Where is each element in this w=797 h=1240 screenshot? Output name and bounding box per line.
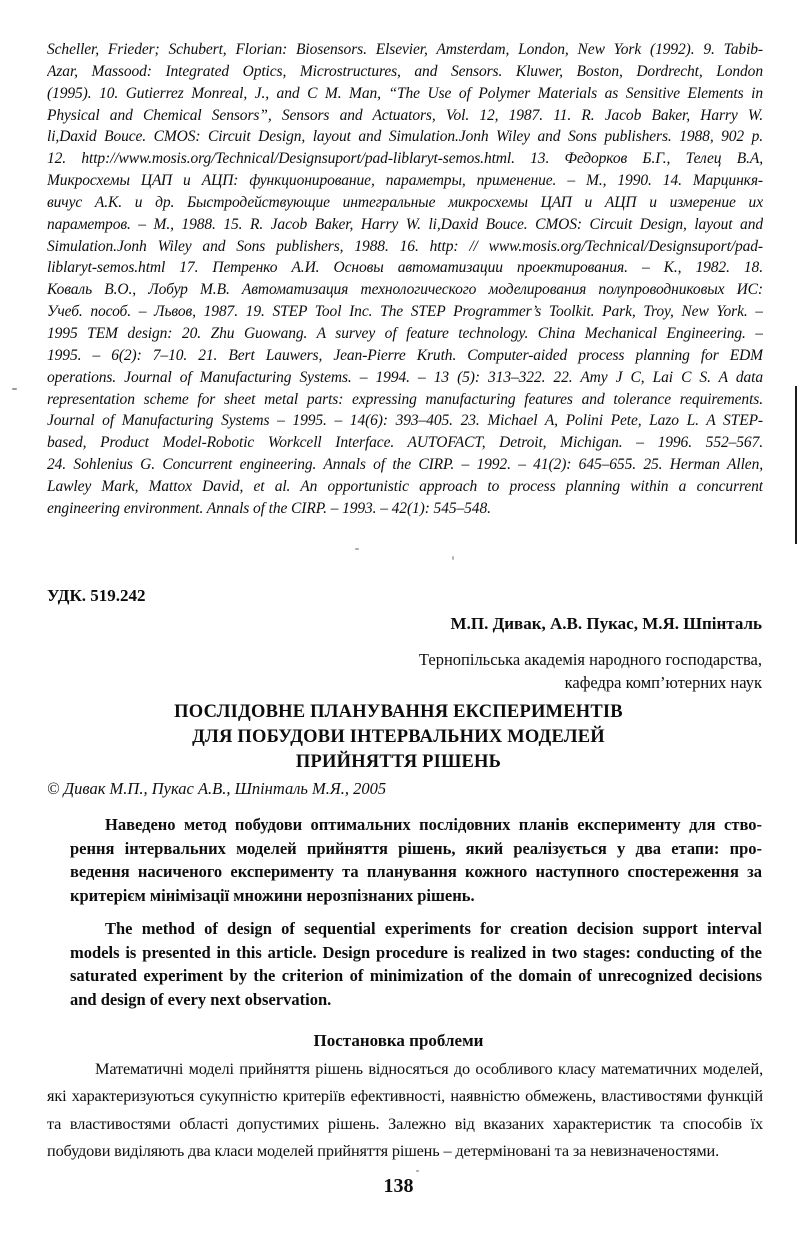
- abstract-line: and design of every next observation.: [70, 989, 332, 1009]
- abstract-ukrainian: [70, 813, 762, 907]
- reference-line: li,Daxid Bouce. CMOS: Circuit Design, layout and Simulation.Jonh Wiley and Sons publishers. 1988, 902 p.: [47, 128, 763, 146]
- scan-speck: [355, 548, 359, 550]
- affiliation-line: кафедра комп’ютерних наук: [564, 673, 762, 692]
- article-title: [0, 700, 797, 775]
- abstract-line: Наведено метод побудови оптимальних послідовних планів експерименту для ство-: [105, 815, 762, 834]
- reference-line: Учеб. пособ. – Львов, 1987. 19. STEP Tool Inc. The STEP Programmer’s Toolkit. Park, Troy, New York. –: [47, 303, 763, 321]
- reference-line: вичус А.К. и др. Быстродействующие интегральные микросхемы ЦАП и АЦП и измерение их: [47, 193, 763, 211]
- abstract-line: The method of design of sequential experiments for creation decision support interval: [105, 919, 762, 938]
- reference-line: Lawley Mark, Mattox David, et al. An opportunistic approach to process planning within a concurrent: [47, 477, 763, 495]
- authors-line: М.П. Дивак, А.В. Пукас, М.Я. Шпінталь: [450, 614, 762, 633]
- copyright-line: © Дивак М.П., Пукас А.В., Шпінталь М.Я., 2005: [47, 779, 387, 798]
- body-line: побудови виділяють два класи моделей прийняття рішень – детерміновані та за невизначеностями.: [47, 1140, 720, 1160]
- scan-speck: [452, 556, 454, 560]
- affiliation-line: Тернопільська академія народного господарства,: [418, 650, 762, 669]
- reference-line: Journal of Manufacturing Systems – 1995. – 14(6): 393–405. 23. Michael A, Polini Pete, Lazo L. A STEP-: [47, 412, 763, 430]
- reference-line: Коваль В.О., Лобур М.В. Автоматизация технологического моделирования полупроводниковых ИС:: [47, 281, 763, 299]
- reference-line: 12. http://www.mosis.org/Technical/Designsuport/pad-liblaryt-semos.html. 13. Федорков Б.Г., Телец В.А,: [47, 150, 763, 168]
- reference-line: Azar, Massood: Integrated Optics, Microstructures, and Sensors. Kluwer, Boston, Dordrecht, London: [47, 62, 763, 80]
- reference-line: 1995. – 6(2): 7–10. 21. Bert Lauwers, Jean-Pierre Kruth. Computer-aided process planning for EDM: [47, 346, 763, 364]
- references-block: [47, 39, 763, 520]
- reference-line: (1995). 10. Gutierrez Monreal, J., and C M. Man, “The Use of Polymer Materials as Sensitive Elements in: [47, 84, 763, 102]
- reference-line: Микросхемы ЦАП и АЦП: функционирование, параметры, применение. – М., 1990. 14. Марцинкя-: [47, 172, 763, 190]
- reference-line: engineering environment. Annals of the CIRP. – 1993. – 42(1): 545–548.: [47, 499, 491, 517]
- section-heading: Постановка проблеми: [313, 1031, 484, 1050]
- reference-line: параметров. – М., 1988. 15. R. Jacob Baker, Harry W. li,Daxid Bouce. CMOS: Circuit Design, layout and: [47, 215, 763, 233]
- abstract-english: [70, 917, 762, 1011]
- reference-line: based, Product Model-Robotic Workcell Interface. AUTOFACT, Detroit, Michigan. – 1996. 552–567.: [47, 434, 763, 452]
- body-line: та властивостями області допустимих рішень. Залежно від вказаних характеристик та способів їх: [47, 1113, 763, 1133]
- body-line: Математичні моделі прийняття рішень відносяться до особливого класу математичних моделей,: [95, 1059, 763, 1078]
- body-paragraph: [47, 1055, 763, 1164]
- scan-speck: [416, 1170, 419, 1172]
- body-line: які характеризуються сукупністю критеріїв ефективності, наявністю обмежень, властивостями функцій: [47, 1086, 763, 1106]
- abstract-line: рення інтервальних моделей прийняття рішень, який реалізується у два етапи: про-: [70, 838, 762, 858]
- abstract-line: models is presented in this article. Design procedure is realized in two stages: conducting of the: [70, 942, 762, 962]
- abstract-line: критерієм мінімізації множини нерозпізнаних рішень.: [70, 885, 475, 905]
- abstract-line: saturated experiment by the criterion of minimization of the domain of unrecognized decisions: [70, 966, 762, 986]
- affiliation-block: [419, 648, 762, 694]
- abstract-line: ведення насиченого експерименту та планування кожного наступного спостереження за: [70, 862, 762, 882]
- scan-speck: [12, 388, 17, 390]
- reference-line: Scheller, Frieder; Schubert, Florian: Biosensors. Elsevier, Amsterdam, London, New York (1992). 9. Tabib-: [47, 41, 763, 58]
- udc-number: УДК. 519.242: [47, 586, 146, 605]
- reference-line: operations. Journal of Manufacturing Systems. – 1994. – 13 (5): 313–322. 22. Amy J C, Lai C S. A data: [47, 368, 763, 386]
- title-line: ПРИЙНЯТТЯ РІШЕНЬ: [295, 752, 502, 772]
- title-line: ДЛЯ ПОБУДОВИ ІНТЕРВАЛЬНИХ МОДЕЛЕЙ: [192, 727, 605, 747]
- reference-line: liblaryt-semos.html 17. Петренко А.И. Основы автоматизации проектирования. – К., 1982. 18.: [47, 259, 763, 277]
- reference-line: Physical and Chemical Sensors”, Sensors and Actuators, Vol. 12, 1987. 11. R. Jacob Baker, Harry W.: [47, 106, 763, 124]
- reference-line: representation scheme for sheet metal parts: expressing manufacturing features and tolerance requirements.: [47, 390, 763, 408]
- reference-line: 1995 TEM design: 20. Zhu Guowang. A survey of feature technology. China Mechanical Engineering. –: [47, 324, 763, 342]
- title-line: ПОСЛІДОВНЕ ПЛАНУВАННЯ ЕКСПЕРИМЕНТІВ: [174, 702, 623, 722]
- page-number: 138: [383, 1175, 414, 1197]
- reference-line: Simulation.Jonh Wiley and Sons publishers, 1988. 16. http: // www.mosis.org/Technical/Designsuport/pad-: [47, 237, 763, 255]
- reference-line: 24. Sohlenius G. Concurrent engineering. Annals of the CIRP. – 1992. – 41(2): 645–655. 25. Herman Allen,: [47, 456, 763, 474]
